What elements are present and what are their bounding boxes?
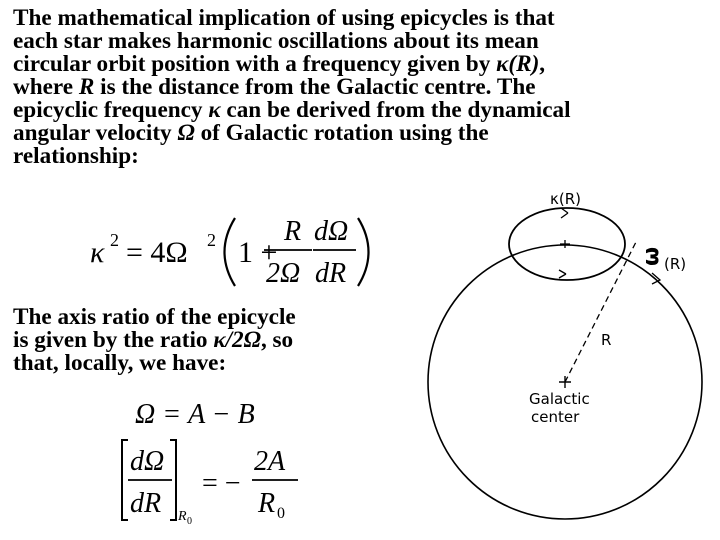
text-span: relationship: (13, 143, 139, 169)
eq1-frac2-num: dΩ (314, 216, 349, 247)
symbol-omega: Ω (177, 120, 195, 146)
eq1-kappa: κ (90, 236, 105, 269)
text-span: that, locally, we have: (13, 350, 227, 376)
text-line (13, 329, 373, 352)
text-span: The mathematical implication of using epicycles is that (13, 5, 555, 31)
paragraph-epicycle-implication (13, 7, 713, 168)
text-span: circular orbit position with a frequency given by (13, 51, 497, 77)
text-line (13, 53, 713, 76)
eq1-frac1-num: R (284, 216, 302, 247)
text-span: can be derived from the dynamical (220, 97, 571, 123)
eq3-equals-minus: = − (202, 468, 241, 499)
equation-omega-oort (135, 396, 295, 432)
radius-dashed-line (565, 242, 636, 382)
text-span: of Galactic rotation using the (194, 120, 489, 146)
text-span: is given by the ratio (13, 327, 214, 353)
text-line (13, 30, 713, 53)
eq2-text: Ω = A − B (135, 399, 255, 430)
equation-epicyclic-frequency (90, 210, 380, 292)
eq3-left-bracket (122, 440, 128, 520)
text-line (13, 99, 713, 122)
omega-symbol-label: ω (639, 246, 664, 266)
eq1-left-paren (225, 218, 236, 286)
eq1-right-paren (358, 218, 369, 286)
text-line (13, 352, 373, 375)
text-span: where (13, 74, 79, 100)
kappa-r-label: κ(R) (550, 190, 581, 208)
eq1-omega-exponent: 2 (207, 230, 216, 250)
text-span: epicyclic frequency (13, 97, 209, 123)
symbol-kappa-r: κ(R) (496, 51, 540, 77)
text-line (13, 145, 713, 168)
text-span: each star makes harmonic oscillations about its mean (13, 28, 539, 54)
text-span: The axis ratio of the epicycle (13, 304, 296, 330)
galactic-center-marker-icon (559, 376, 571, 388)
epicycle-arrow-icon (561, 208, 568, 218)
eq3-sub-0: 0 (187, 516, 192, 527)
paragraph-axis-ratio (13, 306, 373, 375)
eq1-one-plus: 1 + (238, 236, 278, 269)
eq3-rhs-num: 2A (254, 446, 286, 477)
galactic-center-label-line1: Galactic (529, 390, 590, 408)
eq3-num: dΩ (130, 446, 165, 477)
text-line (13, 7, 713, 30)
text-span: , (539, 51, 546, 77)
eq3-rhs-den: R (258, 488, 276, 519)
eq3-sub-r: R (178, 509, 187, 524)
eq1-frac2-den: dR (315, 258, 347, 289)
orbit-arrow-icon (559, 270, 566, 278)
equation-omega-gradient (118, 436, 318, 528)
eq1-frac1-den: 2Ω (266, 258, 301, 289)
text-span: , so (260, 327, 294, 353)
epicycle-diagram (420, 180, 720, 540)
text-line (13, 122, 713, 145)
symbol-kappa-over-2omega: κ/2Ω (213, 327, 261, 353)
omega-r-suffix-label: (R) (664, 255, 687, 273)
eq3-rhs-den-sub: 0 (277, 505, 285, 522)
eq1-equals-4omega: = 4Ω (126, 236, 188, 269)
radius-label: R (601, 331, 612, 349)
text-line (13, 76, 713, 99)
mean-position-marker-icon (560, 240, 570, 248)
text-span: angular velocity (13, 120, 178, 146)
symbol-kappa: κ (208, 97, 221, 123)
symbol-r: R (78, 74, 95, 100)
text-line (13, 306, 373, 329)
eq3-den: dR (130, 488, 162, 519)
galactic-center-label-line2: center (531, 408, 580, 426)
eq1-kappa-exponent: 2 (110, 230, 119, 250)
text-span: is the distance from the Galactic centre. The (94, 74, 536, 100)
